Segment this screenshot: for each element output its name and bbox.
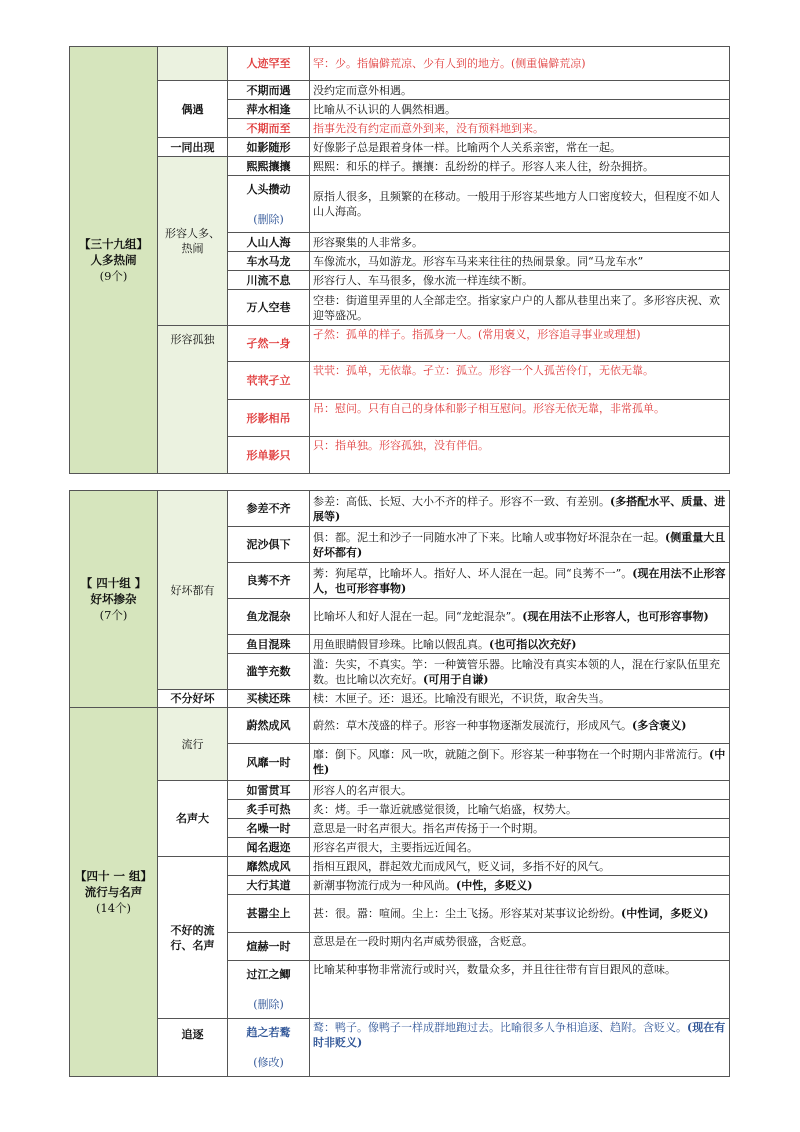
idiom-word: 如影随形 xyxy=(228,138,310,157)
category-popular: 流行 xyxy=(158,708,228,781)
idiom-definition: 鹜：鸭子。像鸭子一样成群地跑过去。比喻很多人争相追逐、趋附。含贬义。(现在有时非贬义) xyxy=(310,1019,730,1077)
idiom-word: 风靡一时 xyxy=(228,744,310,781)
idiom-definition: 好像影子总是跟着身体一样。比喻两个人关系亲密，常在一起。 xyxy=(310,138,730,157)
idiom-word: 不期而至 xyxy=(228,119,310,138)
category-lonely: 形容孤独 xyxy=(158,326,228,474)
idiom-definition: 滥：失实，不真实。竽：一种簧管乐器。比喻没有真实本领的人，混在行家队伍里充数。也比喻以次充好。(可用于自谦) xyxy=(310,654,730,690)
idiom-word: 熙熙攘攘 xyxy=(228,157,310,176)
idiom-definition: 指相互跟风，群起效尤而成风气，贬义词，多指不好的风气。 xyxy=(310,857,730,876)
idiom-word: 参差不齐 xyxy=(228,491,310,527)
idiom-definition: 比喻坏人和好人混在一起。同“龙蛇混杂”。(现在用法不止形容人，也可形容事物) xyxy=(310,599,730,635)
idiom-definition: 形容人的名声很大。 xyxy=(310,781,730,800)
idiom-definition: 意思是一时名声很大。指名声传扬于一个时期。 xyxy=(310,819,730,838)
category-crowd: 形容人多、热闹 xyxy=(158,157,228,326)
group-41-label: 【四十 一 组】 流行与名声 (14个) xyxy=(70,708,158,1077)
category-chase: 追逐 xyxy=(158,1019,228,1077)
idiom-word: 车水马龙 xyxy=(228,252,310,271)
category-mixed: 好坏都有 xyxy=(158,491,228,690)
idiom-word: 川流不息 xyxy=(228,271,310,290)
idiom-definition: 参差：高低、长短、大小不齐的样子。形容不一致、有差别。(多搭配水平、质量、进展等) xyxy=(310,491,730,527)
idiom-word: 滥竽充数 xyxy=(228,654,310,690)
idiom-word: 鱼龙混杂 xyxy=(228,599,310,635)
idiom-definition: 比喻某种事物非常流行或时兴，数量众多，并且往往带有盲目跟风的意味。 xyxy=(310,961,730,1019)
idiom-word: 良莠不齐 xyxy=(228,563,310,599)
idiom-definition: 甚：很。嚣：喧闹。尘上：尘土飞扬。形容某对某事议论纷纷。(中性词，多贬义) xyxy=(310,895,730,933)
idiom-word: 买椟还珠 xyxy=(228,690,310,708)
idiom-definition: 新潮事物流行成为一种风尚。(中性，多贬义) xyxy=(310,876,730,895)
idiom-definition: 形容行人、车马很多，像水流一样连续不断。 xyxy=(310,271,730,290)
idiom-word: 人山人海 xyxy=(228,233,310,252)
edit-note: (修改) xyxy=(253,1056,284,1069)
idiom-definition: 靡：倒下。风靡：风一吹，就随之倒下。形容某一种事物在一个时期内非常流行。(中性) xyxy=(310,744,730,781)
idiom-definition: 莠：狗尾草，比喻坏人。指好人、坏人混在一起。同“良莠不一”。(现在用法不止形容人，也可形容事物) xyxy=(310,563,730,599)
group-40-41-table xyxy=(69,490,730,1077)
idiom-definition: 没约定而意外相遇。 xyxy=(310,81,730,100)
idiom-word: 甚嚣尘上 xyxy=(228,895,310,933)
idiom-word-with-note xyxy=(228,961,310,1019)
idiom-definition: 比喻从不认识的人偶然相遇。 xyxy=(310,100,730,119)
idiom-definition: 蔚然：草木茂盛的样子。形容一种事物逐渐发展流行，形成风气。(多含褒义) xyxy=(310,708,730,744)
group-40-label: 【 四十组 】 好坏掺杂 (7个) xyxy=(70,491,158,708)
idiom-word: 煊赫一时 xyxy=(228,933,310,961)
idiom-definition: 形容名声很大，主要指远近闻名。 xyxy=(310,838,730,857)
idiom-definition: 吊：慰问。只有自己的身体和影子相互慰问。形容无依无靠，非常孤单。 xyxy=(310,400,730,437)
idiom-word: 萍水相逢 xyxy=(228,100,310,119)
idiom-word: 茕茕孑立 xyxy=(228,362,310,400)
category-bad-trend: 不好的流行、名声 xyxy=(158,857,228,1019)
idiom-definition: 只：指单独。形容孤独，没有伴侣。 xyxy=(310,437,730,474)
idiom-word: 不期而遇 xyxy=(228,81,310,100)
category-rare xyxy=(158,47,228,81)
idiom-definition: 椟：木匣子。还：退还。比喻没有眼光，不识货，取舍失当。 xyxy=(310,690,730,708)
idiom-word: 趋之若鹜 xyxy=(246,1026,291,1039)
edit-note: (删除) xyxy=(253,998,284,1011)
idiom-definition: 形容聚集的人非常多。 xyxy=(310,233,730,252)
idiom-definition: 罕：少。指偏僻荒凉、少有人到的地方。(侧重偏僻荒凉) xyxy=(310,47,730,81)
category-fame: 名声大 xyxy=(158,781,228,857)
idiom-definition: 指事先没有约定而意外到来，没有预料地到来。 xyxy=(310,119,730,138)
idiom-word-with-note xyxy=(228,176,310,233)
category-meet: 偶遇 xyxy=(158,81,228,138)
idiom-word: 大行其道 xyxy=(228,876,310,895)
idiom-word: 万人空巷 xyxy=(228,290,310,326)
idiom-word: 蔚然成风 xyxy=(228,708,310,744)
idiom-definition: 孑然：孤单的样子。指孤身一人。(常用褒义，形容追寻事业或理想) xyxy=(310,326,730,362)
idiom-word: 过江之鲫 xyxy=(246,968,291,981)
idiom-definition: 炙：烤。手一靠近就感觉很烫，比喻气焰盛，权势大。 xyxy=(310,800,730,819)
idiom-definition: 茕茕：孤单，无依靠。孑立：孤立。形容一个人孤苦伶仃，无依无靠。 xyxy=(310,362,730,400)
idiom-word: 形单影只 xyxy=(228,437,310,474)
edit-note: (删除) xyxy=(253,212,284,226)
idiom-word: 闻名遐迩 xyxy=(228,838,310,857)
idiom-definition: 空巷：街道里弄里的人全部走空。指家家户户的人都从巷里出来了。多形容庆祝、欢迎等盛况。 xyxy=(310,290,730,326)
group-39-label: 【三十九组】 人多热闹 (9个) xyxy=(70,47,158,474)
idiom-definition: 俱：都。泥土和沙子一同随水冲了下来。比喻人或事物好坏混杂在一起。(侧重量大且好坏都有) xyxy=(310,527,730,563)
idiom-word: 名噪一时 xyxy=(228,819,310,838)
idiom-word: 孑然一身 xyxy=(228,326,310,362)
idiom-word: 形影相吊 xyxy=(228,400,310,437)
idiom-word: 泥沙俱下 xyxy=(228,527,310,563)
idiom-word: 鱼目混珠 xyxy=(228,635,310,654)
idiom-word-with-note xyxy=(228,1019,310,1077)
idiom-definition: 熙熙：和乐的样子。攘攘：乱纷纷的样子。形容人来人往，纷杂拥挤。 xyxy=(310,157,730,176)
idiom-word: 人迹罕至 xyxy=(228,47,310,81)
category-no-distinguish: 不分好坏 xyxy=(158,690,228,708)
idiom-definition: 车像流水，马如游龙。形容车马来来往往的热闹景象。同“马龙车水” xyxy=(310,252,730,271)
idiom-word: 靡然成风 xyxy=(228,857,310,876)
group-39-table xyxy=(69,46,730,474)
idiom-definition: 意思是在一段时期内名声威势很盛，含贬意。 xyxy=(310,933,730,961)
idiom-definition: 原指人很多，且频繁的在移动。一般用于形容某些地方人口密度较大，但程度不如人山人海高。 xyxy=(310,176,730,233)
idiom-definition: 用鱼眼睛假冒珍珠。比喻以假乱真。(也可指以次充好) xyxy=(310,635,730,654)
idiom-word: 炙手可热 xyxy=(228,800,310,819)
idiom-word: 如雷贯耳 xyxy=(228,781,310,800)
category-follow: 一同出现 xyxy=(158,138,228,157)
idiom-word: 人头攒动 xyxy=(246,182,291,196)
